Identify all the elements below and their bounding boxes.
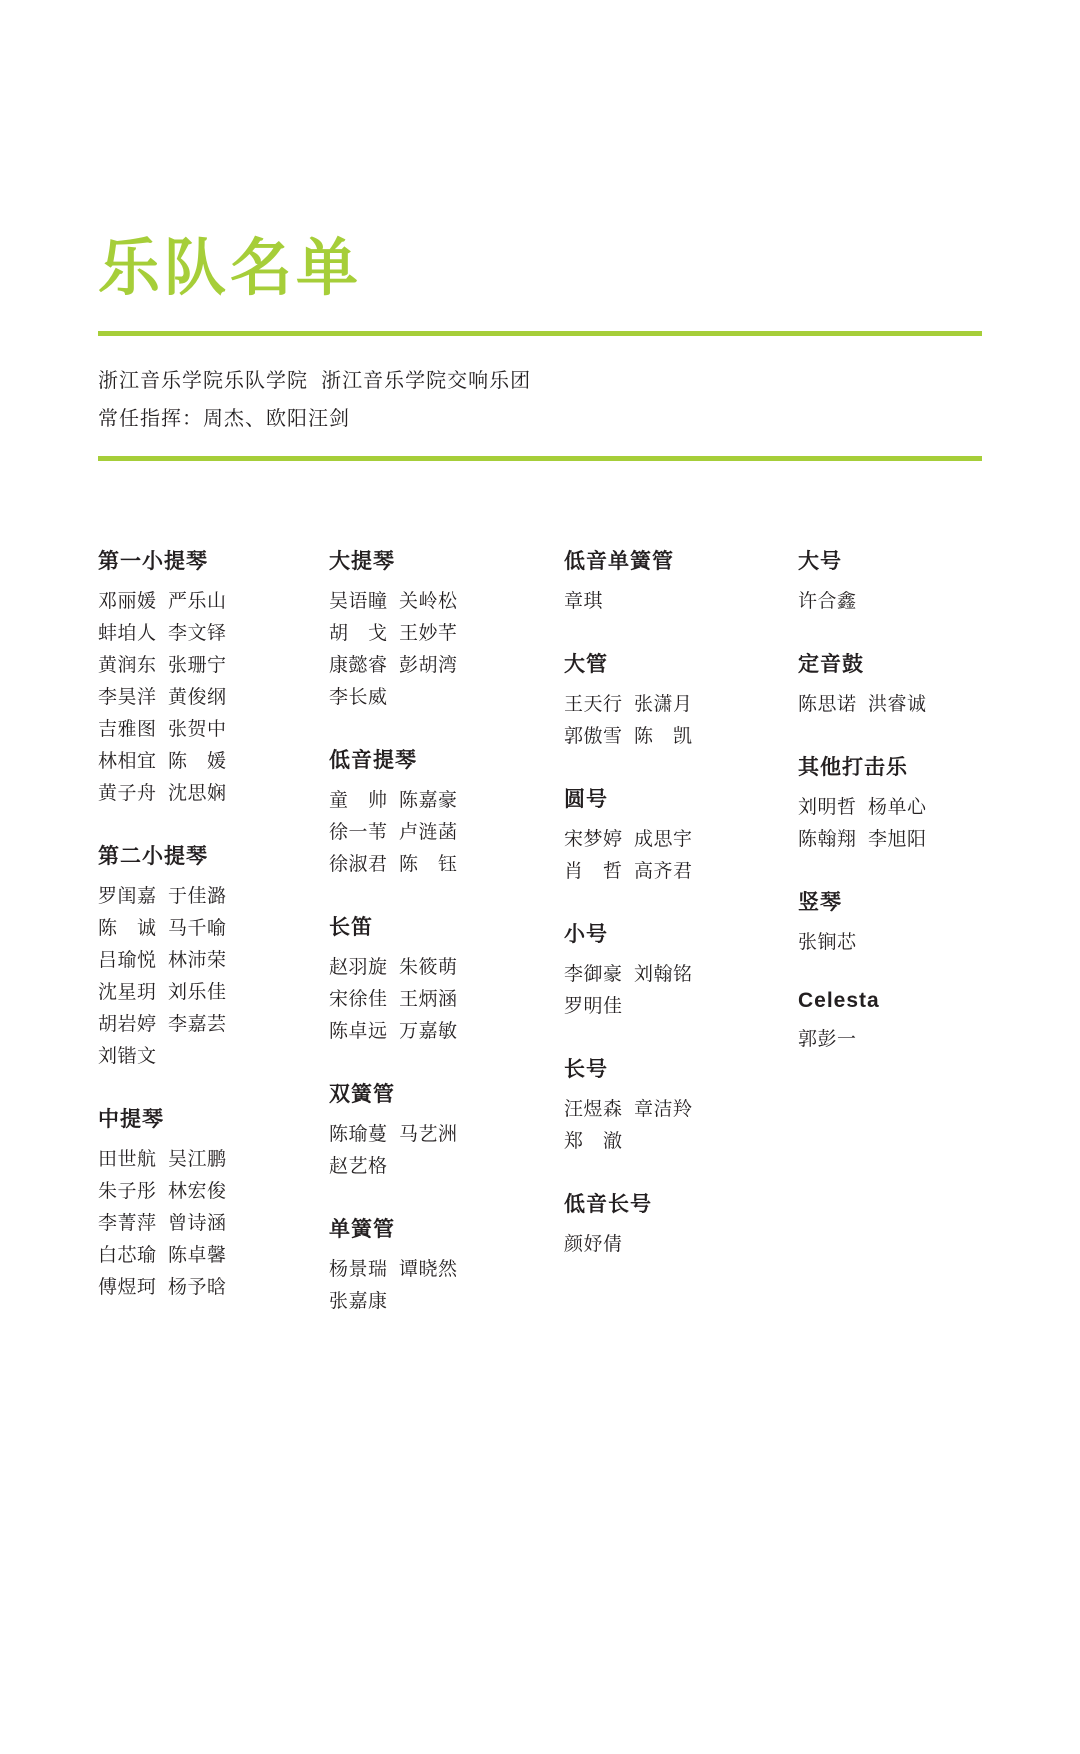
- instrument-section: [798, 989, 1013, 1056]
- instrument-section: [798, 545, 1013, 618]
- player-names-row: 刘锴文: [98, 1046, 157, 1067]
- player-names-row: 肖 哲 高齐君: [564, 861, 693, 882]
- player-names-row: 罗闺嘉 于佳潞: [98, 886, 227, 907]
- player-names-row: 颜妤倩: [564, 1234, 623, 1255]
- player-names-row: 胡 戈 王妙芊: [329, 623, 458, 644]
- section-title: 第二小提琴: [98, 845, 208, 868]
- instrument-section: [798, 886, 1013, 959]
- instrument-section: [798, 751, 1013, 856]
- player-names-row: 沈星玥 刘乐佳: [98, 982, 227, 1003]
- player-names-row: 宋梦婷 成思宇: [564, 829, 693, 850]
- instrument-section: [564, 545, 779, 618]
- player-names-row: 吴语瞳 关岭松: [329, 591, 458, 612]
- player-names-row: 李昊洋 黄俊纲: [98, 687, 227, 708]
- player-names-row: 邓丽媛 严乐山: [98, 591, 227, 612]
- roster-column-2: [329, 545, 544, 1348]
- player-names-row: 罗明佳: [564, 996, 623, 1017]
- section-title: 小号: [564, 923, 608, 946]
- instrument-section: [564, 1188, 779, 1261]
- conductors: 常任指挥：周杰、欧阳汪剑: [98, 408, 350, 430]
- instrument-section: [98, 1103, 313, 1304]
- section-title: 低音长号: [564, 1193, 652, 1216]
- section-title: 大提琴: [329, 550, 395, 573]
- player-names-row: 张嘉康: [329, 1291, 388, 1312]
- player-names-row: 陈瑜蔓 马艺洲: [329, 1124, 458, 1145]
- player-names-row: 李御豪 刘翰铭: [564, 964, 693, 985]
- player-names-row: 黄润东 张珊宁: [98, 655, 227, 676]
- player-names-row: 李菁萍 曾诗涵: [98, 1213, 227, 1234]
- section-title: 大号: [798, 550, 842, 573]
- player-names-row: 王天行 张潇月: [564, 694, 693, 715]
- player-names-row: 白芯瑜 陈卓馨: [98, 1245, 227, 1266]
- player-names-row: 章琪: [564, 591, 604, 612]
- instrument-section: [564, 648, 779, 753]
- instrument-section: [329, 911, 544, 1048]
- instrument-section: [98, 840, 313, 1073]
- player-names-row: 宋徐佳 王炳涵: [329, 989, 458, 1010]
- player-names-row: 傅煜珂 杨予晗: [98, 1277, 227, 1298]
- player-names-row: 赵艺格: [329, 1156, 388, 1177]
- player-names-row: 郭傲雪 陈 凯: [564, 726, 693, 747]
- section-title: 第一小提琴: [98, 550, 208, 573]
- instrument-section: [564, 918, 779, 1023]
- player-names-row: 徐一苇 卢涟菡: [329, 822, 458, 843]
- player-names-row: 陈 诚 马千喻: [98, 918, 227, 939]
- roster-column-1: [98, 545, 313, 1334]
- player-names-row: 蚌垍人 李文铎: [98, 623, 227, 644]
- player-names-row: 童 帅 陈嘉豪: [329, 790, 458, 811]
- ensemble-names: 浙江音乐学院乐队学院 浙江音乐学院交响乐团: [98, 370, 532, 392]
- player-names-row: 刘明哲 杨单心: [798, 797, 927, 818]
- player-names-row: 杨景瑞 谭晓然: [329, 1259, 458, 1280]
- player-names-row: 陈思诺 洪睿诚: [798, 694, 927, 715]
- instrument-section: [329, 545, 544, 714]
- player-names-row: 林相宜 陈 媛: [98, 751, 227, 772]
- instrument-section: [329, 744, 544, 881]
- roster-column-3: [564, 545, 779, 1291]
- divider-bottom: [98, 456, 982, 461]
- section-title: 大管: [564, 653, 608, 676]
- section-title: Celesta: [798, 989, 880, 1012]
- roster-columns: [98, 545, 988, 1555]
- instrument-section: [798, 648, 1013, 721]
- player-names-row: 康懿睿 彭胡湾: [329, 655, 458, 676]
- player-names-row: 赵羽旋 朱筱萌: [329, 957, 458, 978]
- player-names-row: 徐淑君 陈 钰: [329, 854, 458, 875]
- section-title: 低音提琴: [329, 749, 417, 772]
- player-names-row: 郑 澈: [564, 1131, 623, 1152]
- section-title: 定音鼓: [798, 653, 864, 676]
- player-names-row: 胡岩婷 李嘉芸: [98, 1014, 227, 1035]
- section-title: 中提琴: [98, 1108, 164, 1131]
- instrument-section: [329, 1078, 544, 1183]
- section-title: 长号: [564, 1058, 608, 1081]
- instrument-section: [98, 545, 313, 810]
- ensemble-info: [98, 362, 982, 438]
- player-names-row: 朱子彤 林宏俊: [98, 1181, 227, 1202]
- section-title: 竖琴: [798, 891, 842, 914]
- player-names-row: 李长威: [329, 687, 388, 708]
- divider-top: [98, 331, 982, 336]
- player-names-row: 张锏芯: [798, 932, 857, 953]
- section-title: 其他打击乐: [798, 756, 908, 779]
- roster-column-4: [798, 545, 1013, 1086]
- player-names-row: 许合鑫: [798, 591, 857, 612]
- player-names-row: 吉雅图 张贺中: [98, 719, 227, 740]
- instrument-section: [564, 783, 779, 888]
- player-names-row: 吕瑜悦 林沛荣: [98, 950, 227, 971]
- instrument-section: [329, 1213, 544, 1318]
- section-title: 低音单簧管: [564, 550, 674, 573]
- player-names-row: 陈卓远 万嘉敏: [329, 1021, 458, 1042]
- player-names-row: 郭彭一: [798, 1029, 857, 1050]
- section-title: 双簧管: [329, 1083, 395, 1106]
- player-names-row: 黄子舟 沈思娴: [98, 783, 227, 804]
- section-title: 圆号: [564, 788, 608, 811]
- section-title: 单簧管: [329, 1218, 395, 1241]
- instrument-section: [564, 1053, 779, 1158]
- page-title: 乐队名单: [98, 233, 363, 303]
- player-names-row: 陈翰翔 李旭阳: [798, 829, 927, 850]
- player-names-row: 汪煜森 章洁羚: [564, 1099, 693, 1120]
- section-title: 长笛: [329, 916, 373, 939]
- player-names-row: 田世航 吴江鹏: [98, 1149, 227, 1170]
